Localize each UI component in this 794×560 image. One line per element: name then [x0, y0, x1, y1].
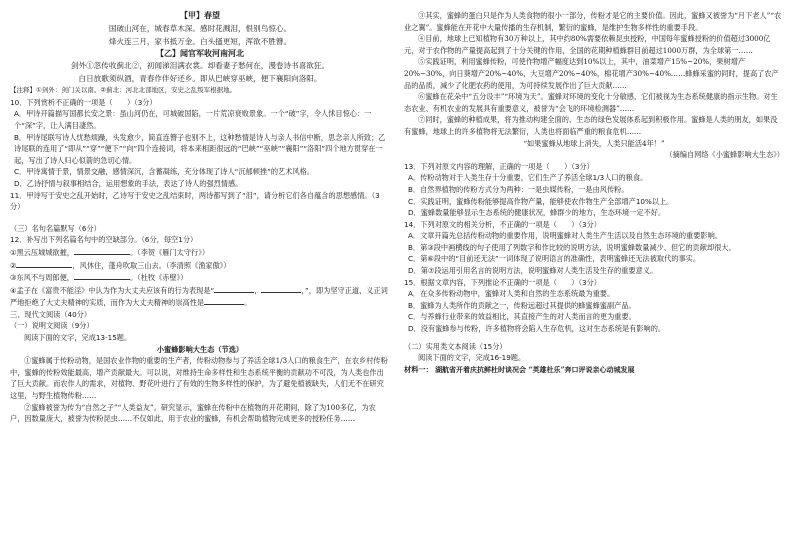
q14-option-c: C．第⑥段中的“目前还无法”一词体现了说明语言的准确性，表明蜜蜂还无法被取代的事实。	[408, 254, 701, 264]
question-10: 10．下列赏析不正确的一项是（ ）（3分）	[10, 97, 157, 107]
q12-blank-2[interactable]	[16, 259, 72, 268]
article-para-5: ⑤实践证明，利用蜜蜂传粉，可使作物增产幅度达到10%以上，其中，油菜增产15%~20%，果树增产20%~30%，向日葵增产20%~40%，大豆增产20%~40%，棉花增产30%~40%……蜂蜂采蜜的同时，提高了农产品的品质，减少了化肥农药的使用，为可持续发展作出了巨大贡献……	[404, 57, 779, 90]
q12-blank-3[interactable]	[74, 271, 130, 280]
q12-item-2-mid: ，风休住，蓬舟吹取三山去。	[72, 260, 166, 270]
poem-a-title: 【甲】春望	[180, 10, 220, 20]
q12-item-4-text-2: ”，即为坚守正道，义正词严地拒绝了大丈夫精神的实质，而作为大丈夫精神的崇高性是	[10, 285, 388, 308]
article-title: 小蜜蜂影响大生态（节选）	[156, 344, 244, 354]
q12-item-4-text: ④孟子在《富贵不能淫》中认为作为大丈夫应该有的行为表现是“	[10, 285, 215, 295]
q10-option-d: D．乙诗抒情与叙事相结合，运用想象的手法，表达了诗人的强烈情感。	[14, 178, 243, 188]
question-11: 11．甲诗写于安史之乱开始时，乙诗写于安史之乱结束时，两诗都写到了“泪”，请分析它们各自蕴含的思想感情。（3分）	[10, 190, 380, 212]
subsection-practical: （二）实用类文本阅读（15分）	[404, 341, 507, 351]
q15-option-b: B．蜜蜂为人类所作的贡献之一，传粉远超过其提供的蜂蜜蜂蜜副产品。	[408, 300, 636, 310]
q15-option-c: C．与养蜂行业带来的效益相比，其直接产生的对人类而言的更为重要。	[408, 312, 636, 322]
question-15: 15．根据文章内容，下列推论不正确的一项是（ ）（3分）	[404, 277, 601, 287]
q12-item-3-pre: ③东风不与周郎便，	[10, 273, 74, 283]
article-para-6: ⑥蜜蜂在花朵中“五分设丰”“环境为天”。蜜蜂对环境的变化十分敏感，它们被视为生态系统健康的指示生物。对生态农业、有机农业的发展具有重要意义，被誉为“会飞的环境检测器”……	[404, 92, 778, 113]
question-14: 14．下列对原文的相关分析，不正确的一项是（ ）（3分）	[404, 219, 601, 229]
q13-option-d: D．蜜蜂数量能够显示生态系统的健康状况，蜂群少的地方，生态环境一定不好。	[408, 208, 666, 218]
q12-item-4-comma-2: ，	[301, 285, 306, 295]
q10-option-c: C．甲诗寓情于景，情景交融，感情深沉，含蓄凝练，充分体现了诗人“沉郁顿挫”的艺术风格。	[14, 167, 314, 177]
material-label: 材料一：	[404, 364, 433, 374]
reading-instruction-2: 阅读下面的文字，完成16-19题。	[418, 353, 526, 363]
right-column	[404, 10, 784, 375]
q12-item-3	[10, 271, 390, 284]
q12-blank-6[interactable]	[204, 296, 244, 305]
q13-option-c: C．实践证明，蜜蜂传粉能够提高作物产量，能够使农作物生产全部增产10%以上。	[408, 196, 674, 206]
question-13: 13．下列对原文内容的理解，正确的一项是（ ）（3分）	[404, 161, 594, 171]
section-heading-recitation: （三）名句名篇默写（6分）	[10, 223, 101, 233]
q12-item-2-post: （李清照《渔家傲》）	[165, 260, 231, 270]
article-para-4: ④目前，地球上已知植物有30万种以上，其中约80%需要依赖昆虫授粉，中国每年蜜蜂授粉的价值超过3000亿元，对于农作物的产量提高起到了十分关键的作用，全国的花期种植蜂群目前超过1000万群，为全球第一……	[404, 34, 771, 55]
q15-option-d: D．没有蜜蜂参与传粉，许多植物将会陷入生存危机，这对生态系统是有影响的。	[408, 324, 666, 334]
q12-item-2	[10, 259, 390, 272]
q10-option-a: A．甲诗开篇描写国都长安之景：虽山河仍在，可城破国陷，一片荒凉衰败景象。一个“破”字，令人怵目惊心：一个“深”字，让人满目凄然。	[14, 109, 372, 130]
q12-item-1-pre: ①黑云压城城欲摧，	[10, 247, 74, 257]
article-quote: “如果蜜蜂从地球上消失，人类只能活4年！”	[523, 138, 665, 148]
poem-note: 【注释】①剑外：剑门关以南。②蓟北：河北北部地区，安史之乱叛军根据地。	[10, 86, 237, 95]
section-heading-modern: 三、现代文阅读（40分）	[10, 309, 92, 319]
article-para-3: ③其实，蜜蜂的蛋白只是作为人类食物的很小一部分，传粉才是它的主要价值。因此，蜜蜂又被誉为“月下老人”“农业之翼”。蜜蜂能在开花中大量传播的生存机制，繁衍的蜜蜂，是维护生物多样性的重要手段。	[404, 11, 782, 32]
q14-option-a: A．文章开篇先总括传粉动物的重要作用，说明蜜蜂对人类生产生活以及自然生态环境的重要影响。	[408, 231, 722, 241]
left-column	[10, 10, 390, 425]
q12-item-3-post: 。（杜牧《赤壁》）	[129, 273, 188, 283]
subsection-expository: （一）说明文阅读（9分）	[10, 321, 94, 331]
q12-item-1-post: 。（李贺《雁门太守行》）	[129, 247, 210, 257]
q15-option-a: A．在众多传粉动物中，蜜蜂对人类和自然的生态系统最为重要。	[408, 289, 615, 299]
poem-b-line-1: 剑外①忽传收蓟北②，初闻涕泪满衣裳。却看妻子愁何在，漫卷诗书喜欲狂。	[70, 61, 330, 71]
q12-item-4	[10, 284, 390, 309]
material-headline: 湖航省开着庆抗鲜杜时谈况会 “英雄杜乐”奔口评说亲心动城发展	[435, 364, 635, 374]
q12-item-2-pre: ②	[10, 260, 17, 270]
q12-blank-4[interactable]	[214, 284, 254, 293]
poem-a-line-2: 烽火连三月，家书抵万金。白头搔更短，浑欲不胜簪。	[108, 36, 292, 46]
article-para-1: ①蜜蜂属于传粉动物，是国农业作物的重要的生产者，传粉动物参与了养活全球1/3人口的粮食生产，在农乡村传粉中，蜜蜂的传粉效能最高，增产贡献最大。可以说，对维持生命多样性和生态系统平衡的贡献功不可没，为人类也作出了巨大贡献。而农作人的需求，对植物、野花叶进行了有效的生物多样性的保护，为了避免植被缺失，人们无不在研究这里，与野生植物传粉……	[10, 356, 388, 401]
q14-option-d: D．第⑦段运用引用名言的说明方法，说明蜜蜂对人类生活及生存的重要意义。	[408, 266, 658, 276]
q12-item-4-end: 。	[244, 298, 252, 308]
poem-b-line-2: 白日放歌须纵酒，青春作伴好还乡。即从巴峡穿巫峡，便下襄阳向洛阳。	[78, 74, 322, 84]
article-para-7: ⑦同时，蜜蜂的种植成果，将为推动构建全面的、生态的绿色发展体系起到积极作用。蜜蜂是人类的朋友，如果没有蜜蜂，地球上的许多植物将无法繁衍，人类也将面临严重的粮食危机……	[404, 115, 778, 136]
article-para-2: ②蜜蜂被誉为传为“自然之子”“人类益友”。研究显示，蜜蜂在传粉中在植物的开花期间，除了为100多亿，为农户，因数量庞大，被誉为传粉昆虫……不仅如此，用于农业的蜜蜂，有机会帮助植物完成更多的授粉任务……	[10, 402, 376, 424]
reading-instruction: 阅读下面的文字，完成13-15题。	[24, 333, 132, 343]
question-12: 12．补写出下列名篇名句中的空缺部分。（6分，每空1分）	[10, 235, 198, 245]
poem-a-line-1: 国破山河在，城春草木深。感时花溅泪，恨别鸟惊心。	[108, 23, 292, 33]
q12-blank-5[interactable]	[261, 284, 301, 293]
material-bottom	[404, 364, 784, 376]
q12-item-4-comma-1: ，	[254, 285, 262, 295]
q13-option-a: A．传粉动物对于人类生存十分重要，它们生产了养活全球1/3人口的粮食。	[408, 173, 648, 183]
q14-option-b: B．第③段中画横线的句子使用了列数字和作比较的说明方法，说明蜜蜂数量减少、但它的贡献却很大。	[408, 242, 736, 252]
poem-b-title: 【乙】闻官军收河南河北	[156, 47, 244, 58]
q10-option-b: B．甲诗尾联写诗人忧愁烦躁，头发愈少，简直连簪子也别不上，这种愁情是诗人与亲人书信中断，思念亲人所致；乙诗尾联的连用了“即从”“穿”“便下”“向”四个连接词，将本来相距很远的“巴峡”“巫峡”“襄阳”“洛阳”四个地方贯穿在一起，写出了诗人归心似箭的急切心情。	[14, 132, 386, 165]
q12-blank-1[interactable]	[74, 246, 130, 255]
q12-item-1	[10, 246, 390, 259]
article-source: （摘编自网络《小蜜蜂影响大生态》）	[665, 150, 784, 160]
q13-option-b: B．自然界植物的传粉方式分为两种：一是虫媒传粉，一是由风传粉。	[408, 184, 629, 194]
